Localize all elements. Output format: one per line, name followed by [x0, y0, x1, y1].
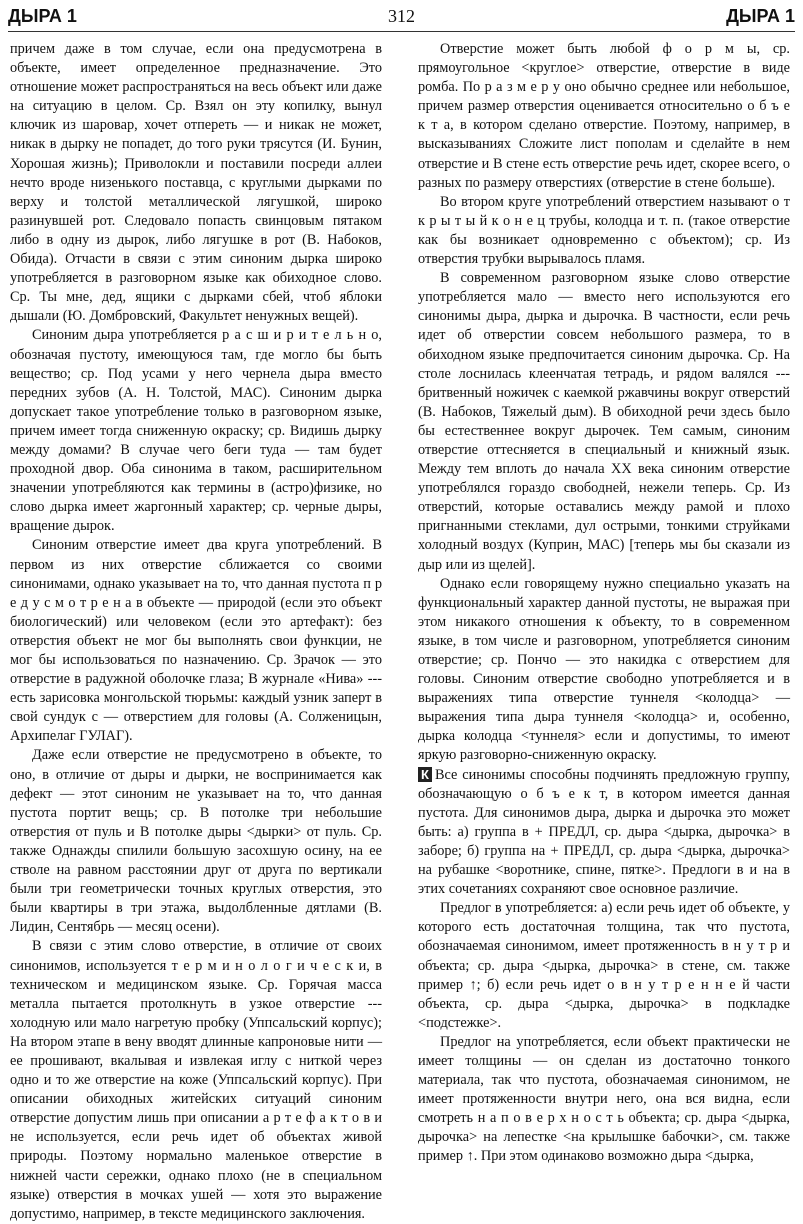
section-paragraph: [418, 766, 790, 900]
page-number: 312: [388, 6, 415, 26]
header-left-title: ДЫРА 1: [8, 6, 77, 26]
right-column: [418, 40, 790, 1165]
section-marker-icon: К: [418, 767, 432, 782]
header-rule: [8, 31, 795, 32]
header-right-title: ДЫРА 1: [726, 6, 795, 26]
left-column: [10, 40, 382, 1222]
paragraph: Даже если отверстие не предусмотрено в объекте, то оно, в отличие от дыры и дырки, не воспринимается как дефект — этот синоним не указывает на то, что данная пустота портит вещь; ср. В потолке три небольшие отверстия от пуль и В потолке дыры <дырки> от пуль. Ср. также Однажды спилили большую засохшую осину, на ее стволе на равном расстоянии друг от друга по вертикали были три геометрически точных круглых отверстия, это были квартиры в три этажа, выдолбленные дятлами (В. Лидин, Сентябрь — месяц осени).: [10, 747, 382, 936]
paragraph: Предлог в употребляется: а) если речь идет об объекте, у которого есть достаточная толщина, так что пустота, обозначаемая синонимом, имеет протяженность в н у т р и объекта; ср. дыра <дырка, дырочка> в стене, см. также пример ↑; б) если речь идет о в н у т р е н н е й части объекта, ср. дыра <дырка, дырочка> в подкладке <подстежке>.: [418, 900, 790, 1031]
paragraph: Синоним отверстие имеет два круга употреблений. В первом из них отверстие сближается со своими синонимами, однако указывает на то, что данная пустота п р е д у с м о т р е н а в объекте — природой (если это объект биологический) или человеком (если это артефакт): без отверстия объект не мог бы выполнять свои функции, не мог бы использоваться по назначению. Ср. Зрачок — это отверстие в радужной оболочке глаза; В журнале «Нива» --- есть зарисовка монгольской тюрьмы: каждый узник заперт в свой сундук с — отверстием для головы (А. Солженицын, Архипелаг ГУЛАГ).: [10, 537, 382, 745]
paragraph: Предлог на употребляется, если объект практически не имеет толщины — он сделан из достаточно тонкого материала, так что пустота, обозначаемая синонимом, не имеет протяженности внутри него, она вся видна, если смотреть н а п о в е р х н о с т ь объекта; ср. дыра <дырка, дырочка> на лепестке <на крылышке бабочки>, см. также пример ↑. При этом одинаково возможно дыра <дырка,: [418, 1033, 790, 1165]
paragraph: В современном разговорном языке слово отверстие употребляется мало — вместо него используются его синонимы дыра, дырка и дырочка. В частности, если речь идет об отверстии совсем небольшого размера, то в обиходном языке предпочитается синоним дырочка. Ср. На столе лоснилась клеенчатая тетрадь, и рядом валялся --- бритвенный ножичек с каемкой ржавчины вокруг отверстий (В. Набоков, Тяжелый дым). В обиходной речи здесь было бы естественнее вокруг дырочек. Тем самым, синоним отверстие оттесняется в специальный и книжный язык. Между тем вплоть до начала XX века синоним отверстие употреблялся гораздо свободней, нежели теперь. Ср. Из отверстий, которые оставались между рамой и плохо пригнанными стеклами, дул острыми, тонкими струйками холодный воздух (Куприн, МАС) [теперь мы бы сказали из дыр или из щелей].: [418, 270, 790, 573]
paragraph: Однако если говорящему нужно специально указать на функциональный характер данной пустоты, не выражая при этом никакого отношения к объекту, то в современном языке, в том числе и разговорном, употребляется синоним отверстие; ср. Пончо — это накидка с отверстием для головы. Синоним отверстие свободно употребляется и в выражениях типа отверстие туннеля <колодца> — выражения типа дыра туннеля <колодца> и, особенно, дырка колодца <туннеля> если и допустимы, то имеют яркую разговорно-сниженную окраску.: [418, 575, 790, 764]
paragraph-text: Все синонимы способны подчинять предложную группу, обозначающую о б ъ е к т, в котором имеется данная пустота. Для синонимов дыра, дырка и дырочка это может быть: а) группа в + ПРЕДЛ, ср. дыра <дырка, дырочка> в заборе; б) группа на + ПРЕДЛ, ср. дыра <дырка, дырочка> на рубашке <воротнике, спине, пятке>. Предлоги в и на в этих сочетаниях сохраняют свое основное различие.: [418, 766, 790, 898]
running-header: [8, 6, 795, 30]
paragraph: Отверстие может быть любой ф о р м ы, ср. прямоугольное <круглое> отверстие, отверстие в виде ромба. По р а з м е р у оно обычно среднее или небольшое, причем размер отверстия оценивается относительно о б ъ е к т а, в котором сделано отверстие. Поэтому, например, в высказываниях Сложите лист пополам и сделайте в нем отверстие и В стене есть отверстие речь идет, скорее всего, о разных по размеру отверстиях (отверстие в стене больше).: [418, 41, 790, 191]
paragraph: причем даже в том случае, если она предусмотрена в объекте, имеет определенное предназначение. Это отношение может распространяться на весь объект или даже на ситуацию в целом. Ср. Взял он эту копилку, вынул ключик из шаровар, хочет отпереть — и никак не может, никак в дырку не попадет, до того руки трясутся (И. Бунин, Хорошая жизнь); Приволокли и поставили посреди аллеи нечто вроде низенького поставца, с круглыми дырками по верху и толстой металлической лягушкой, широко разинувшей рот. Следовало попасть свинцовым пятаком либо в одну из дырок, либо лягушке в рот (В. Набоков, Обида). Отчасти в связи с этим синоним дырка широко употребляется в разговорном языке как обиходное слово. Ср. Ты мне, дед, ящики с дырками сбей, чтоб яблоки дышали (Ю. Домбровский, Факультет ненужных вещей).: [10, 41, 382, 325]
paragraph: В связи с этим слово отверстие, в отличие от своих синонимов, используется т е р м и н о л о г и ч е с к и, в техническом и медицинском языке. Ср. Горячая масса металла пытается протолкнуть в узкое отверстие --- холодную или мало нагретую пробку (Уппсальский корпус); На втором этапе в вену вводят длинные капроновые нити — ее прошивают, вкалывая и извлекая иглу с ниткой через одно и то же отверстие на коже (Уппсальский корпус). При описании обиходных житейских ситуаций синоним отверстие допустим лишь при описании а р т е ф а к т о в и не используется, если речь идет об объектах живой природы. Поэтому нормально маленькое отверстие в нижней части сережки, однако плохо (не в специальном языке) отверстия в мочках ушей — хотя это выражение допустимо, например, в тексте медицинского заключения.: [10, 938, 382, 1222]
paragraph: Синоним дыра употребляется р а с ш и р и т е л ь н о, обозначая пустоту, имеющуюся там, где могло бы быть вещество; ср. Под усами у него чернела дыра вместо передних зубов (А. Н. Толстой, МАС). Синоним дырка допускает такое употребление только в разговорном языке, причем имеет тогда сниженную окраску; ср. Видишь дырку между домами? В случае чего беги туда — там будет проходной двор. Оба синонима в таком, расширительном значении употребляются как термины в (астро)физике, но слово дырка имеет жаргонный характер; ср. черные дыры, вращение дырок.: [10, 327, 382, 535]
paragraph: Во втором круге употреблений отверстием называют о т к р ы т ы й к о н е ц трубы, колодца и т. п. (такое отверстие как бы возникает одновременно с объектом); ср. Из отверстия трубки вырывалось пламя.: [418, 193, 790, 268]
